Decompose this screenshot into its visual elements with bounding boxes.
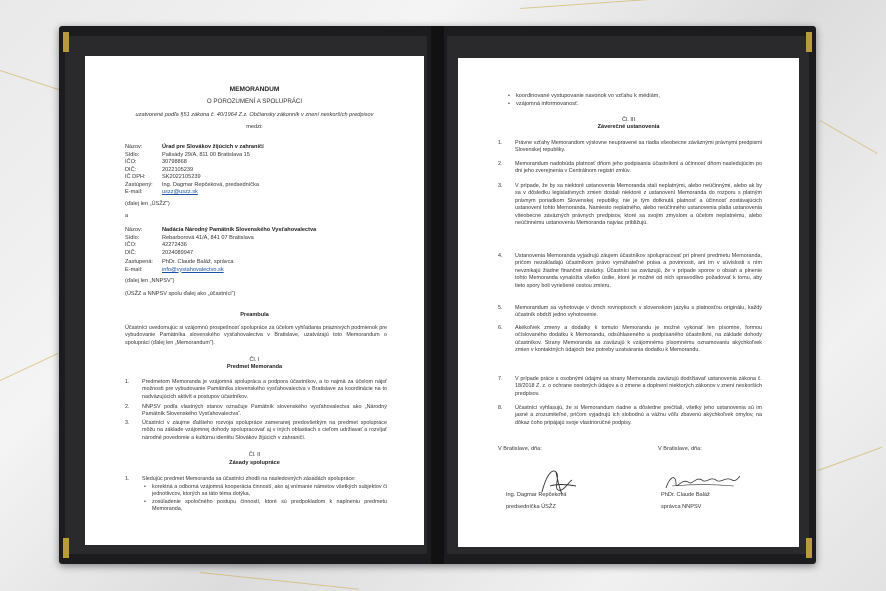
party-1-name: Úrad pre Slovákov žijúcich v zahraničí [162,144,264,150]
article-2-number: Čl. II [248,452,261,458]
folder-corner-top-left [63,32,69,52]
article-3-item-number: 8. [498,405,503,411]
party-1-value: Palisády 29/A, 811 00 Bratislava 15 [162,151,250,158]
party-2-email-link[interactable]: info@vystahovalectvo.sk [162,266,224,273]
article-2-heading: Zásady spolupráce [229,460,280,466]
party-1-value: Ing. Dagmar Repčeková, predsedníčka [162,181,260,188]
signatory-right-name: PhDr. Claude Baláž [661,492,710,498]
article-1-item-number: 3. [125,420,130,426]
memorandum-page-2 [458,58,799,547]
doc-title: MEMORANDUM [229,86,280,93]
article-2-bullet: korektná a odborná vzájomná kooperácia činností, ako aj vnímanie námetov všetkých subjektov či jednotlivcov, ktorých sa táto téma dotýka, [152,484,387,498]
party-2-alias: (ďalej len „NNPSV“) [125,278,175,284]
party-2-value: 42272436 [162,242,187,248]
party-2-label: DIČ: [125,249,137,256]
party-1-label: DIČ: [125,166,137,173]
marble-vein [200,572,359,590]
party-1-email-link[interactable]: uszz@uszz.sk [162,189,198,195]
party-1-value: SK2022105239 [162,174,201,180]
article-3-item-number: 4. [498,253,503,259]
marble-vein [820,120,878,154]
article-3-item-number: 3. [498,183,503,189]
memorandum-page-1 [85,56,424,545]
party-1-alias: (ďalej len „ÚSŽZ“) [125,201,170,207]
bullet-icon: • [144,484,146,490]
between-label: medzi: [246,124,263,130]
marble-vein [0,353,58,381]
article-2-item-number: 1. [125,476,130,482]
signatory-left-role: predsedníčka ÚSŽZ [506,504,556,510]
article-2-intro: Sledujúc predmet Memoranda sa účastníci zhodli na nasledovných zásadách spolupráce: [142,476,356,482]
top-bullet: koordinované vystupovanie navonok vo vzťahu k médiám, [516,93,660,99]
party-1-label: E-mail: [125,189,143,195]
folder-corner-top-right [806,32,812,52]
bullet-icon: • [508,93,510,99]
party-1-label: IČ DPH: [125,174,146,180]
article-1-item: Účastníci v záujme ďalšieho rozvoja spolupráce zameranej predovšetkým na predmet spolupráce môžu na základe vzájomnej dohody spolupracovať aj v iných oblastiach s cieľom udržiavať a rozvíjať národné povedomie a kultúrnu identitu Slovákov žijúcich v zahraničí. [142,420,387,441]
signature-right-icon [662,470,742,494]
folder-spine [431,26,444,564]
conjunction-a: a [125,213,129,219]
signatory-left-name: Ing. Dagmar Repčeková [506,492,567,498]
joint-alias: (ÚSŽZ a NNPSV spolu ďalej ako „účastníci“) [125,291,236,297]
article-3-item-number: 2. [498,161,503,167]
party-2-value: 2024089947 [162,249,194,256]
article-3-item: Účastníci vyhlasujú, že si Memorandum riadne a dôsledne prečítali, všetky jeho ustanovenia sú im jasné a zrozumiteľné, pričom vyjadrujú ich slobodnú a vážnu vôľu zbavenú akýchkoľvek omylov, na dôkaz čoho pripájajú svoje vlastnoručné podpisy. [515,405,762,426]
party-2-label: Názov: [125,227,143,233]
article-1-heading: Predmet Memoranda [226,364,283,370]
party-1-value: 30798868 [162,159,187,165]
article-3-item: Akékoľvek zmeny a dodatky k tomuto Memorandu je možné vykonať len písomne, formou očíslovaného dodatku k Memorandu, odsúhlaseného a podpísaného účastníkmi, na základe dohody účastníkov. Strany Memoranda sa zaväzujú k vzájomnému písomnému oznamovaniu akýchkoľvek zmien v kontaktných údajoch bez potreby uzatvárania dodatku k Memorandu. [515,325,762,354]
bullet-icon: • [144,499,146,505]
marble-vein [0,70,67,93]
article-3-item-number: 7. [498,376,503,382]
article-3-item-number: 5. [498,305,503,311]
article-3-item-number: 1. [498,140,503,146]
article-3-item: Právne vzťahy Memorandom výslovne neupravené sa riadia všeobecne záväznými právnymi predpismi Slovenskej republiky. [515,140,762,154]
party-2-label: E-mail: [125,266,143,273]
article-3-heading: Záverečné ustanovenia [597,124,660,130]
marble-vein [818,447,882,471]
party-1-label: Sídlo: [125,151,140,158]
article-3-item-number: 6. [498,325,503,331]
article-1-item: Predmetom Memoranda je vzájomná spolupráca a podpora účastníkov, a to najmä za účelom nájsť možnosti pre vybudovanie Pamätníka slovenského vysťahovalectva v Bratislave za koordinácie na to nadväzujúcich aktivít a postupov účastníkov. [142,379,387,400]
bullet-icon: • [508,101,510,107]
article-3-number: Čl. III [621,117,636,123]
signing-place-right: V Bratislave, dňa: [658,446,702,452]
article-1-item: NNPSV podľa vlastných stanov označuje Pamätník slovenského vysťahovalectva ako „Národný Pamätník Slovenského Vysťahovalectva“. [142,404,387,418]
party-2-label: Sídlo: [125,234,140,241]
party-2-value: PhDr. Claude Baláž, správca [162,259,234,265]
folder-corner-bottom-right [806,538,812,558]
signatory-right-role: správca NNPSV [661,504,702,510]
party-1-label: Zastúpený: [125,181,153,188]
article-3-item: Ustanovenia Memoranda vyjadrujú záujem účastníkov spolupracovať pri plnení predmetu Memoranda, pričom nezakladajú účastníkom právo vymáhateľné práva a povinnosti, ani im v súvislosti s ním nevznikajú žiadne finančné záväzky. Účastníci sa zaväzujú, že v prípade sporov o obsah a plnenie tohto Memoranda vynaložia všetko úsilie, ktoré je možné od nich spravodlivo požadovať k tomu, aby tieto spory boli vyriešené cestou zmieru. [515,253,762,289]
article-1-number: Čl. I [249,357,260,363]
folder-corner-bottom-left [63,538,69,558]
party-2-label: Zastupená: [125,259,153,265]
preamble-heading: Preambula [240,312,269,318]
article-3-item: V prípade práce s osobnými údajmi sa strany Memoranda zaväzujú dodržiavať ustanovenia zákona č. 18/2018 Z. z. o ochrane osobných údajov a o zmene a doplnení niektorých zákonov v znení neskorších predpisov. [515,376,762,397]
party-2-name: Nadácia Národný Pamätník Slovenského Vysťahovalectva [162,227,317,233]
preamble-text: Účastníci uvedomujúc si vzájomnú prospešnosť spolupráce za účelom vyhľadania priaznivých podmienok pre vybudovanie Pamätníka slovenského vysťahovalectva v Bratislave, uzatvárajú toto Memorandum o spolupráci (ďalej len „Memorandum“). [125,325,387,346]
article-3-item: Memorandum nadobúda platnosť dňom jeho podpisania účastníkmi a účinnosť dňom nasledujúcim po dni jeho zverejnenia v Centrálnom registri zmlúv. [515,161,762,175]
signing-place-left: V Bratislave, dňa: [498,446,542,452]
article-1-item-number: 1. [125,379,130,385]
marble-vein [520,0,670,9]
article-3-item: V prípade, že by sa niektoré ustanovenia Memoranda stali neplatnými, alebo neúčinnými, alebo ak by sa v dôsledku legislatívnych zmien dostali niektoré z ustanovení Memoranda do rozporu s platným právnym poriadkom Slovenskej republiky, nie je tým dotknutá platnosť a účinnosť zostávajúcich ustanovení tohto Memoranda. Namiesto neplatného, alebo neúčinného ustanovenia platia ustanovenia všeobecne záväzných právnych predpisov, ktoré sa svojim zmyslom a účelom neplatnému, alebo neúčinnému ustanoveniu Memoranda najviac približujú. [515,183,762,227]
party-2-value: Rebarborová 41/A, 841 07 Bratislava [162,234,254,241]
top-bullet: vzájomná informovanosť. [516,101,579,107]
article-2-bullet: zosúladenie spoločného postupu činností, ktoré sú predpokladom k naplneniu predmetu Memoranda, [152,499,387,513]
party-1-label: IČO: [125,159,137,165]
article-3-item: Memorandum sa vyhotovuje v dvoch rovnopisoch v slovenskom jazyku s platnosťou originálu, každý účastník obdrží jedno vyhotovenie. [515,305,762,319]
party-1-label: Názov: [125,144,143,150]
article-1-item-number: 2. [125,404,130,410]
party-2-label: IČO: [125,242,137,248]
party-1-value: 2022105239 [162,166,194,173]
doc-subtitle: O POROZUMENÍ A SPOLUPRÁCI [206,98,303,105]
legal-basis: uzatvorené podľa §51 zákona č. 40/1964 Z.z. Občiansky zákonník v znení neskorších predpisov [135,112,374,118]
